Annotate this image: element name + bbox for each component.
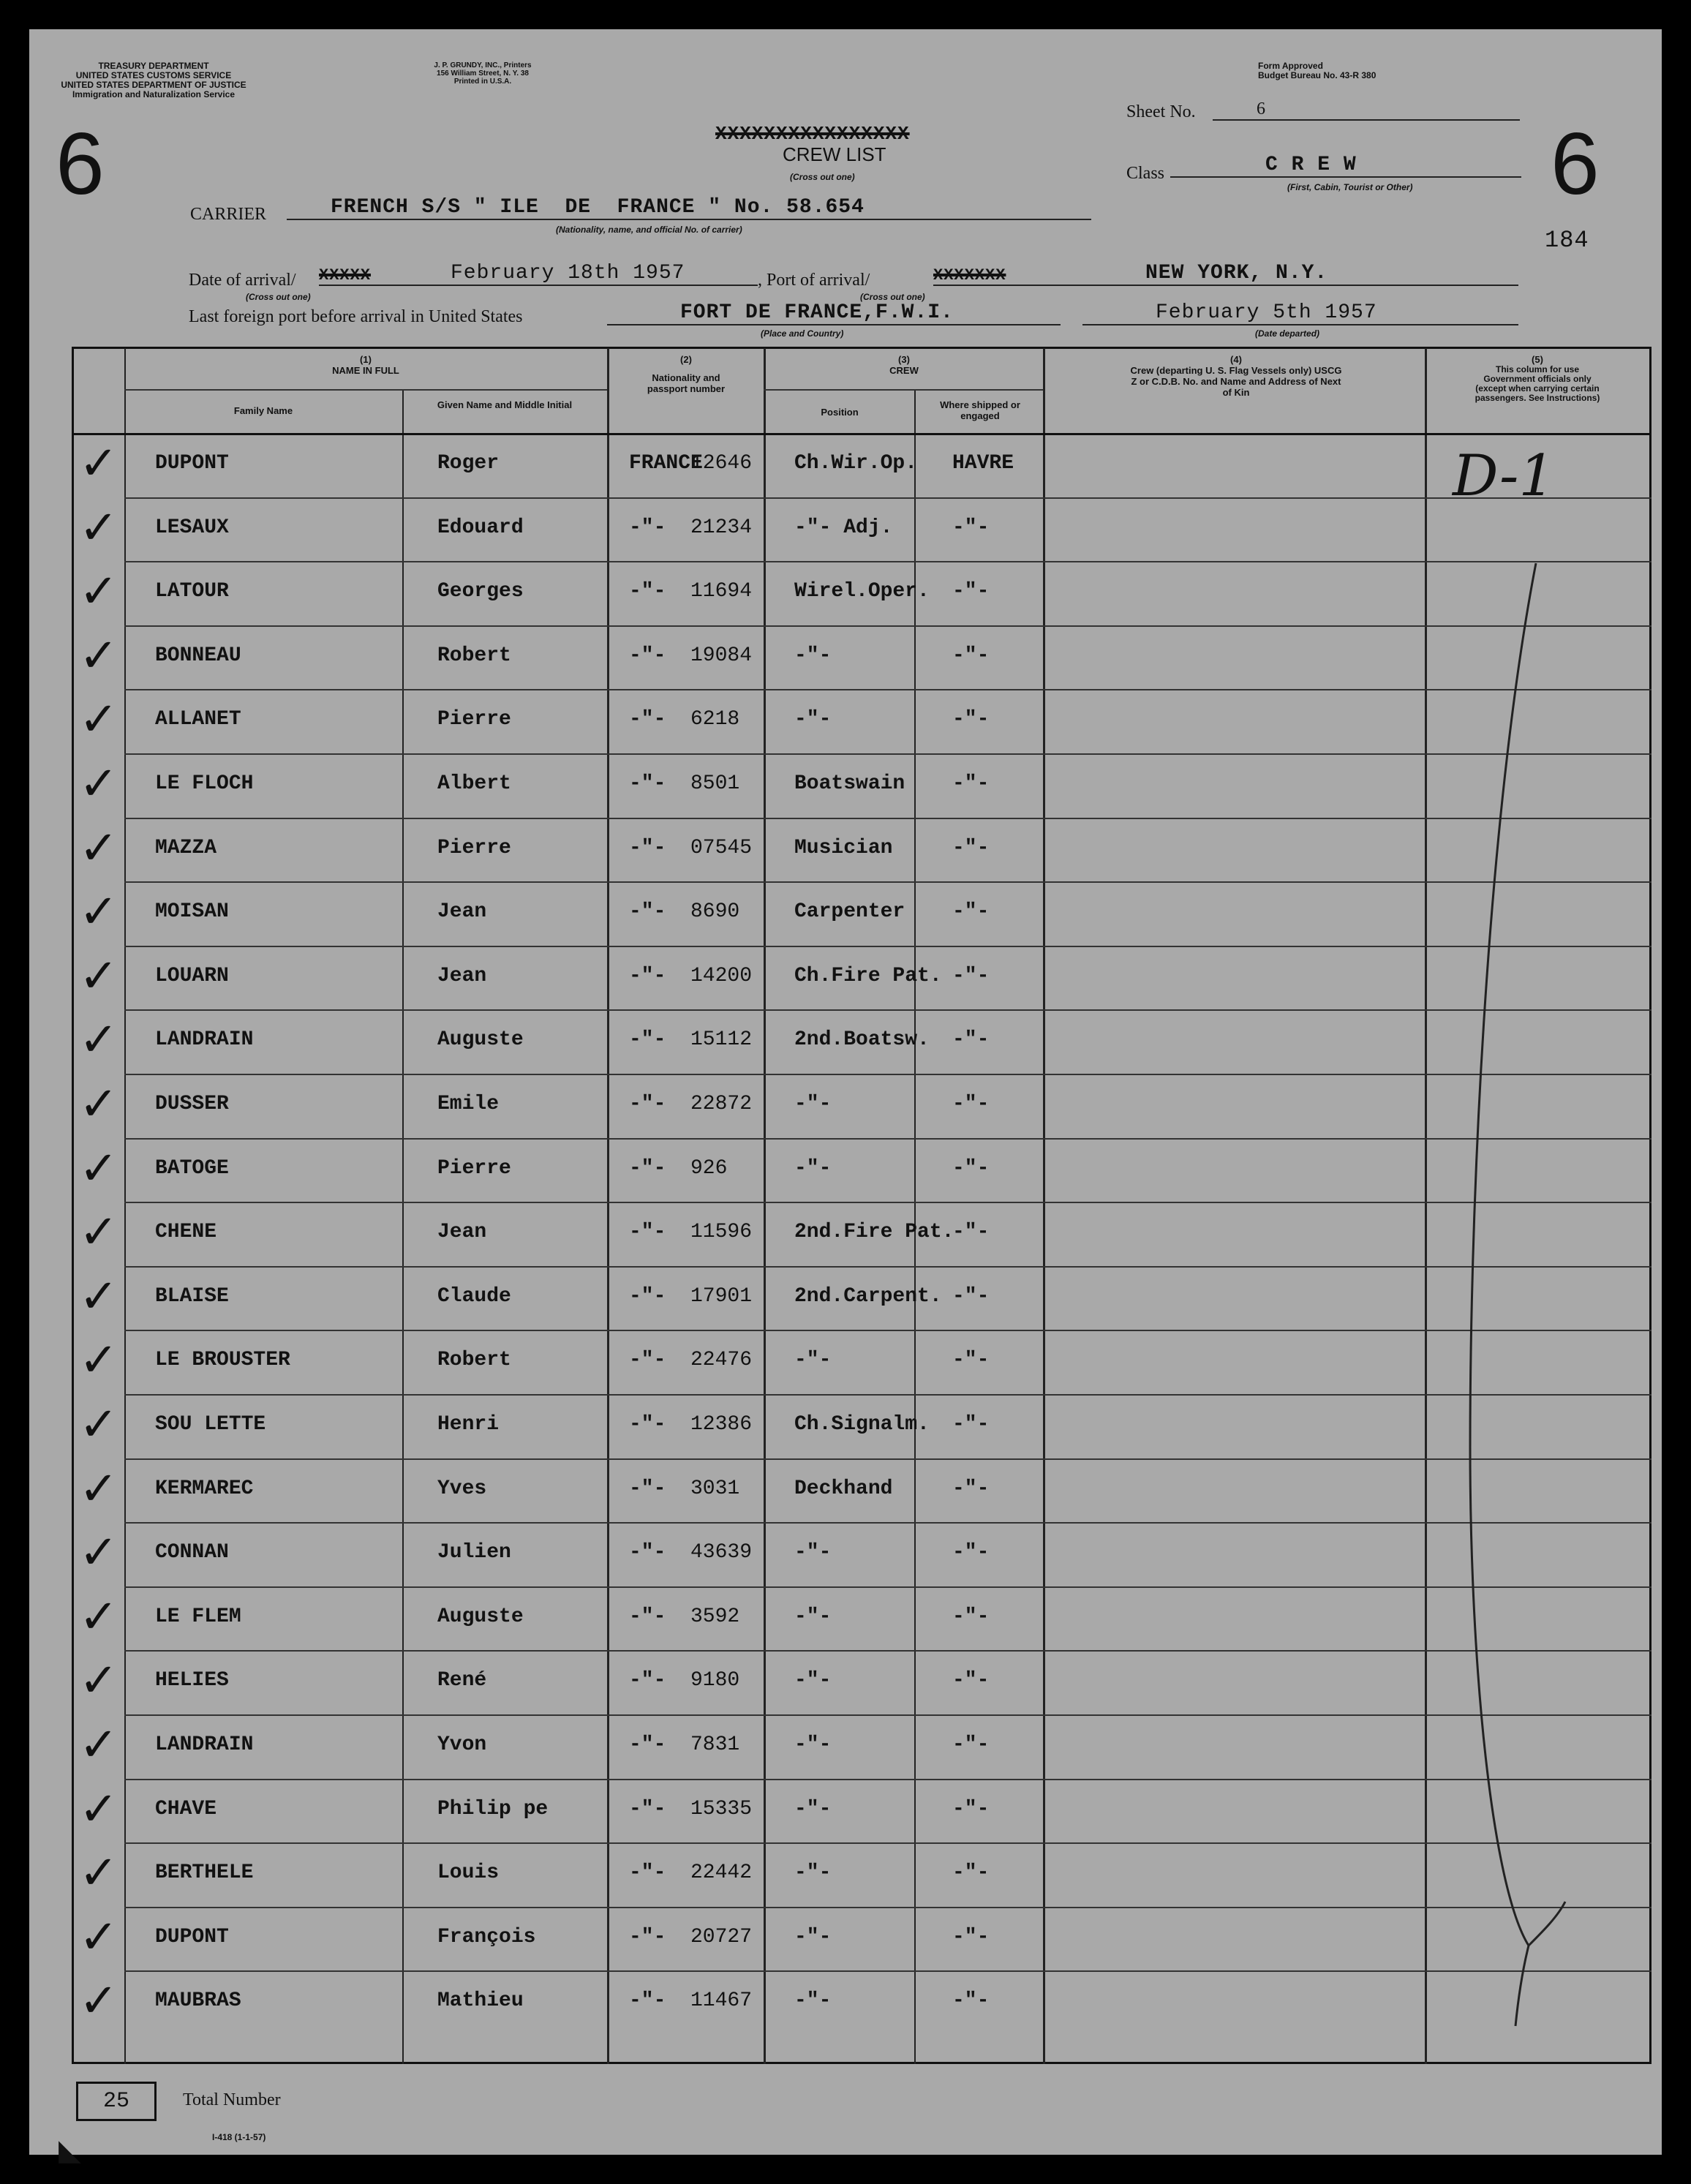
class-label: Class (1126, 164, 1165, 183)
arrival-struck: XXXXX (319, 266, 372, 285)
table-row-divider (124, 1779, 1652, 1780)
col2-title: Nationality and passport number (647, 372, 726, 394)
dept-line: Immigration and Naturalization Service (72, 89, 236, 99)
table-divider (72, 433, 1652, 435)
given-name-cell: Robert (437, 1349, 511, 1372)
passport-number-cell: 14200 (690, 964, 753, 987)
position-cell: -"- (794, 644, 832, 667)
where-shipped-cell: -"- (952, 1413, 990, 1436)
where-shipped-cell: -"- (952, 580, 990, 603)
nationality-cell: -"- (629, 1861, 666, 1885)
check-mark-icon: ✓ (79, 1589, 118, 1644)
passport-number-cell: 07545 (690, 836, 753, 859)
position-cell: -"- (794, 1669, 832, 1692)
nationality-cell: -"- (629, 708, 666, 731)
nationality-cell: -"- (629, 772, 666, 795)
table-row-divider (124, 1907, 1652, 1908)
col5-number: (5) (1532, 354, 1543, 365)
nationality-cell: -"- (629, 644, 666, 667)
passport-number-cell: 3592 (690, 1605, 740, 1628)
passport-number-cell: 11694 (690, 580, 753, 603)
passport-number-cell: 12646 (690, 452, 753, 475)
nationality-cell: -"- (629, 1413, 666, 1436)
table-row-divider (124, 1202, 1652, 1203)
nationality-cell: -"- (629, 1669, 666, 1692)
class-value: C R E W (1170, 154, 1521, 178)
where-shipped-cell: -"- (952, 1669, 990, 1692)
table-row-divider (124, 1009, 1652, 1011)
family-name-cell: LE FLOCH (155, 772, 254, 795)
col1a-header: Family Name (233, 405, 293, 416)
family-name-cell: MAZZA (155, 836, 217, 859)
given-name-cell: Auguste (437, 1028, 524, 1052)
family-name-cell: DUPONT (155, 452, 229, 475)
where-shipped-cell: -"- (952, 1349, 990, 1372)
check-mark-icon: ✓ (79, 1846, 118, 1901)
where-shipped-cell: -"- (952, 1861, 990, 1885)
sheet-number-right: 6 (1551, 115, 1600, 213)
where-shipped-cell: -"- (952, 708, 990, 731)
where-shipped-cell: -"- (952, 1541, 990, 1564)
carrier-label: CARRIER (190, 205, 267, 224)
arrival-value: February 18th 1957 (319, 262, 758, 286)
col2-header (609, 354, 764, 394)
check-mark-icon: ✓ (79, 1013, 118, 1068)
given-name-cell: Henri (437, 1413, 500, 1436)
check-mark-icon: ✓ (79, 1910, 118, 1965)
arrival-note: (Cross out one) (246, 292, 311, 302)
passport-number-cell: 43639 (690, 1541, 753, 1564)
printer-line: Printed in U.S.A. (453, 78, 512, 86)
position-cell: Wirel.Oper. (794, 580, 930, 603)
nationality-cell: -"- (629, 1349, 666, 1372)
given-name-cell: Edouard (437, 516, 524, 539)
sheet-number-left: 6 (56, 115, 105, 213)
table-divider (124, 389, 607, 391)
family-name-cell: LE FLEM (155, 1605, 241, 1628)
crew-table (72, 347, 1652, 2064)
family-name-cell: BERTHELE (155, 1861, 254, 1885)
department-block (59, 61, 249, 99)
col1-number: (1) (360, 354, 372, 365)
col4-header (1053, 354, 1419, 398)
table-divider (764, 348, 766, 2064)
family-name-cell: LANDRAIN (155, 1028, 254, 1052)
given-name-cell: Yvon (437, 1733, 487, 1756)
position-cell: Deckhand (794, 1477, 893, 1500)
passport-number-cell: 8690 (690, 900, 740, 924)
check-mark-icon: ✓ (79, 628, 118, 683)
total-number-value: 25 (76, 2082, 157, 2121)
nationality-cell: -"- (629, 1605, 666, 1628)
position-cell: -"- (794, 1093, 832, 1115)
table-row-divider (124, 625, 1652, 627)
col3a-header: Position (821, 407, 859, 418)
class-note: (First, Cabin, Tourist or Other) (1287, 182, 1413, 192)
nationality-cell: -"- (629, 964, 666, 987)
given-name-cell: Mathieu (437, 1989, 524, 2013)
family-name-cell: DUPONT (155, 1925, 229, 1948)
check-mark-icon: ✓ (79, 885, 118, 940)
table-divider (402, 389, 404, 2064)
nationality-cell: -"- (629, 1028, 666, 1052)
family-name-cell: HELIES (155, 1669, 229, 1692)
position-cell: -"- (794, 1861, 832, 1885)
given-name-cell: François (437, 1925, 536, 1948)
nationality-cell: -"- (629, 516, 666, 539)
table-row-divider (124, 1522, 1652, 1524)
where-shipped-cell: -"- (952, 1477, 990, 1500)
check-mark-icon: ✓ (79, 757, 118, 811)
check-mark-icon: ✓ (79, 1974, 118, 2029)
where-shipped-cell: HAVRE (952, 452, 1014, 475)
family-name-cell: MOISAN (155, 900, 229, 924)
nationality-cell: -"- (629, 580, 666, 603)
check-mark-icon: ✓ (79, 1461, 118, 1516)
official-bracket-line (1448, 497, 1609, 2033)
family-name-cell: CHAVE (155, 1797, 217, 1820)
lastport-label: Last foreign port before arrival in United States (189, 307, 523, 326)
position-cell: Ch.Wir.Op. (794, 452, 918, 475)
table-row-divider (124, 1842, 1652, 1844)
check-mark-icon: ✓ (79, 1526, 118, 1581)
table-divider (764, 389, 1043, 391)
passport-number-cell: 11596 (690, 1221, 753, 1244)
table-row-divider (124, 1714, 1652, 1716)
form-approved-line: Form Approved (1258, 61, 1323, 71)
nationality-cell: -"- (629, 900, 666, 924)
given-name-cell: Roger (437, 452, 500, 475)
table-divider (1425, 348, 1427, 2064)
nationality-cell: -"- (629, 1093, 666, 1115)
col1-title: NAME IN FULL (332, 365, 399, 376)
where-shipped-cell: -"- (952, 1284, 990, 1308)
col3b-header: Where shipped or engaged (940, 399, 1020, 421)
nationality-cell: -"- (629, 836, 666, 859)
lastport-value: FORT DE FRANCE,F.W.I. (607, 301, 1061, 325)
col3-number: (3) (898, 354, 910, 365)
passport-number-cell: 22872 (690, 1093, 753, 1115)
printer-line: 156 William Street, N. Y. 38 (437, 69, 529, 78)
title-note: (Cross out one) (790, 172, 855, 182)
passport-number-cell: 17901 (690, 1284, 753, 1308)
where-shipped-cell: -"- (952, 1028, 990, 1052)
where-shipped-cell: -"- (952, 1093, 990, 1115)
where-shipped-cell: -"- (952, 644, 990, 667)
family-name-cell: CHENE (155, 1221, 217, 1244)
family-name-cell: CONNAN (155, 1541, 229, 1564)
passport-number-cell: 11467 (690, 1989, 753, 2013)
table-row-divider (124, 1330, 1652, 1331)
check-mark-icon: ✓ (79, 1269, 118, 1324)
family-name-cell: DUSSER (155, 1093, 229, 1115)
passport-number-cell: 926 (690, 1156, 728, 1180)
table-row-divider (124, 1650, 1652, 1652)
table-divider (1043, 348, 1045, 2064)
nationality-cell: -"- (629, 1989, 666, 2013)
table-row-divider (124, 753, 1652, 755)
nationality-cell: -"- (629, 1477, 666, 1500)
passport-number-cell: 22476 (690, 1349, 753, 1372)
given-name-cell: Philip pe (437, 1797, 549, 1820)
table-row-divider (124, 497, 1652, 499)
position-cell: -"- (794, 1541, 832, 1564)
col5-header (1428, 354, 1647, 403)
where-shipped-cell: -"- (952, 836, 990, 859)
dept-line: TREASURY DEPARTMENT (98, 61, 209, 71)
nationality-cell: -"- (629, 1284, 666, 1308)
position-cell: 2nd.Carpent. (794, 1284, 942, 1308)
nationality-cell: -"- (629, 1156, 666, 1180)
official-annotation: D-1 (1453, 443, 1555, 509)
check-mark-icon: ✓ (79, 1398, 118, 1452)
where-shipped-cell: -"- (952, 900, 990, 924)
passport-number-cell: 20727 (690, 1925, 753, 1948)
check-mark-icon: ✓ (79, 949, 118, 1003)
total-number-label: Total Number (183, 2090, 281, 2109)
passport-number-cell: 22442 (690, 1861, 753, 1885)
port-struck: XXXXXXX (933, 266, 1006, 285)
col1-header (124, 354, 607, 376)
check-mark-icon: ✓ (79, 1654, 118, 1709)
passport-number-cell: 21234 (690, 516, 753, 539)
check-mark-icon: ✓ (79, 1718, 118, 1772)
corner-mark-icon: ◣ (59, 2134, 81, 2166)
given-name-cell: Emile (437, 1093, 500, 1115)
port-label: , Port of arrival/ (758, 271, 870, 290)
nationality-cell: -"- (629, 1797, 666, 1820)
title-struck: XXXXXXXXXXXXXXXX (715, 123, 910, 145)
family-name-cell: SOU LETTE (155, 1413, 266, 1436)
where-shipped-cell: -"- (952, 1797, 990, 1820)
port-note: (Cross out one) (860, 292, 925, 302)
position-cell: -"- (794, 708, 832, 731)
check-mark-icon: ✓ (79, 500, 118, 555)
col3-title: CREW (889, 365, 919, 376)
family-name-cell: LANDRAIN (155, 1733, 254, 1756)
nationality-cell: -"- (629, 1925, 666, 1948)
where-shipped-cell: -"- (952, 516, 990, 539)
check-mark-icon: ✓ (79, 565, 118, 620)
passport-number-cell: 9180 (690, 1669, 740, 1692)
port-value: NEW YORK, N.Y. (933, 262, 1518, 286)
passport-number-cell: 7831 (690, 1733, 740, 1756)
check-mark-icon: ✓ (79, 1077, 118, 1131)
lastport-note: (Place and Country) (761, 328, 844, 339)
position-cell: Ch.Signalm. (794, 1413, 930, 1436)
sheet-label: Sheet No. (1126, 102, 1196, 121)
given-name-cell: Jean (437, 964, 487, 987)
position-cell: -"- (794, 1349, 832, 1372)
passport-number-cell: 3031 (690, 1477, 740, 1500)
carrier-value: FRENCH S/S " ILE DE FRANCE " No. 58.654 (287, 196, 1091, 220)
passport-number-cell: 12386 (690, 1413, 753, 1436)
check-mark-icon: ✓ (79, 437, 118, 491)
given-name-cell: Pierre (437, 1156, 511, 1180)
where-shipped-cell: -"- (952, 1989, 990, 2013)
col4-title: Crew (departing U. S. Flag Vessels only) USCG Z or C.D.B. No. and Name and Address of Next of Kin (1130, 365, 1342, 398)
page-title: CREW LIST (783, 143, 886, 165)
table-row-divider (124, 1586, 1652, 1588)
carrier-note: (Nationality, name, and official No. of carrier) (556, 225, 742, 235)
table-row-divider (124, 1266, 1652, 1268)
given-name-cell: Jean (437, 900, 487, 924)
form-number: I-418 (1-1-57) (212, 2132, 266, 2142)
check-mark-icon: ✓ (79, 1141, 118, 1196)
where-shipped-cell: -"- (952, 1221, 990, 1244)
family-name-cell: LESAUX (155, 516, 229, 539)
position-cell: Musician (794, 836, 893, 859)
position-cell: -"- (794, 1605, 832, 1628)
position-cell: Ch.Fire Pat. (794, 964, 942, 987)
form-approved-block (1258, 61, 1448, 80)
check-mark-icon: ✓ (79, 1333, 118, 1388)
col3-header (765, 354, 1043, 376)
given-name-cell: Jean (437, 1221, 487, 1244)
table-row-divider (124, 689, 1652, 690)
check-mark-icon: ✓ (79, 1205, 118, 1260)
where-shipped-cell: -"- (952, 964, 990, 987)
table-row-divider (124, 1458, 1652, 1460)
family-name-cell: ALLANET (155, 708, 241, 731)
nationality-cell: -"- (629, 1221, 666, 1244)
sheet-value: 6 (1213, 99, 1520, 121)
table-row-divider (124, 946, 1652, 947)
given-name-cell: Julien (437, 1541, 511, 1564)
family-name-cell: KERMAREC (155, 1477, 254, 1500)
table-row-divider (124, 1394, 1652, 1396)
given-name-cell: Pierre (437, 708, 511, 731)
family-name-cell: LOUARN (155, 964, 229, 987)
check-mark-icon: ✓ (79, 1782, 118, 1837)
family-name-cell: BLAISE (155, 1284, 229, 1308)
position-cell: Carpenter (794, 900, 905, 924)
given-name-cell: Robert (437, 644, 511, 667)
printer-block (410, 61, 556, 86)
where-shipped-cell: -"- (952, 1605, 990, 1628)
family-name-cell: BATOGE (155, 1156, 229, 1180)
where-shipped-cell: -"- (952, 772, 990, 795)
table-row-divider (124, 1970, 1652, 1972)
passport-number-cell: 15112 (690, 1028, 753, 1052)
dept-line: UNITED STATES DEPARTMENT OF JUSTICE (61, 80, 246, 90)
table-row-divider (124, 561, 1652, 562)
col4-number: (4) (1230, 354, 1242, 365)
family-name-cell: LATOUR (155, 580, 229, 603)
position-cell: 2nd.Boatsw. (794, 1028, 930, 1052)
position-cell: 2nd.Fire Pat. (794, 1221, 954, 1244)
passport-number-cell: 6218 (690, 708, 740, 731)
col1b-header: Given Name and Middle Initial (437, 399, 573, 410)
given-name-cell: René (437, 1669, 487, 1692)
position-cell: -"- (794, 1156, 832, 1180)
departed-value: February 5th 1957 (1082, 301, 1518, 325)
table-divider (124, 348, 126, 2064)
dept-line: UNITED STATES CUSTOMS SERVICE (75, 70, 232, 80)
printer-line: J. P. GRUNDY, INC., Printers (434, 61, 532, 69)
position-cell: Boatswain (794, 772, 905, 795)
given-name-cell: Louis (437, 1861, 500, 1885)
family-name-cell: LE BROUSTER (155, 1349, 290, 1372)
where-shipped-cell: -"- (952, 1733, 990, 1756)
form-approved-line: Budget Bureau No. 43-R 380 (1258, 70, 1376, 80)
table-row-divider (124, 818, 1652, 819)
arrival-label: Date of arrival/ (189, 271, 296, 290)
position-cell: -"- (794, 1989, 832, 2013)
page-number: 184 (1545, 227, 1589, 254)
col2-number: (2) (680, 354, 692, 365)
nationality-cell: -"- (629, 1541, 666, 1564)
where-shipped-cell: -"- (952, 1925, 990, 1948)
given-name-cell: Georges (437, 580, 524, 603)
table-divider (607, 348, 609, 2064)
nationality-cell: FRANCE (629, 452, 703, 475)
position-cell: -"- Adj. (794, 516, 893, 539)
given-name-cell: Auguste (437, 1605, 524, 1628)
table-row-divider (124, 1138, 1652, 1140)
table-row-divider (124, 1074, 1652, 1075)
family-name-cell: BONNEAU (155, 644, 241, 667)
position-cell: -"- (794, 1797, 832, 1820)
where-shipped-cell: -"- (952, 1156, 990, 1180)
given-name-cell: Yves (437, 1477, 487, 1500)
position-cell: -"- (794, 1925, 832, 1948)
given-name-cell: Pierre (437, 836, 511, 859)
table-row-divider (124, 881, 1652, 883)
check-mark-icon: ✓ (79, 821, 118, 876)
passport-number-cell: 19084 (690, 644, 753, 667)
family-name-cell: MAUBRAS (155, 1989, 241, 2013)
nationality-cell: -"- (629, 1733, 666, 1756)
passport-number-cell: 15335 (690, 1797, 753, 1820)
given-name-cell: Albert (437, 772, 511, 795)
given-name-cell: Claude (437, 1284, 511, 1308)
check-mark-icon: ✓ (79, 693, 118, 748)
departed-note: (Date departed) (1255, 328, 1320, 339)
passport-number-cell: 8501 (690, 772, 740, 795)
col5-title: This column for use Government officials only (except when carrying certain passengers. See Instructions) (1475, 364, 1600, 403)
crew-list-form (29, 29, 1662, 2166)
position-cell: -"- (794, 1733, 832, 1756)
